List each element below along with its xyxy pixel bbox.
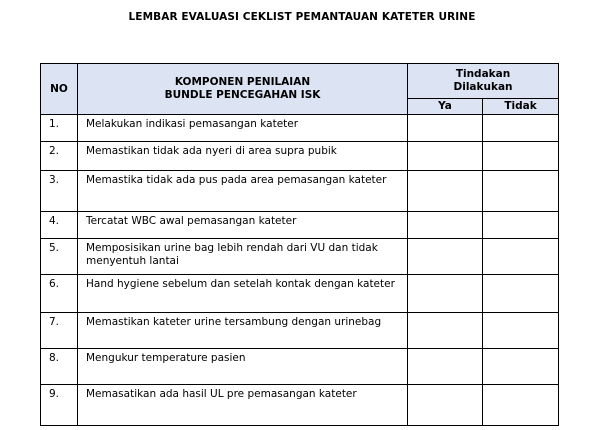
ya-checkbox-cell[interactable] [408, 115, 483, 142]
ya-checkbox-cell[interactable] [408, 171, 483, 212]
tidak-checkbox-cell[interactable] [483, 212, 559, 239]
row-item: Mengukur temperature pasien [78, 349, 408, 385]
tidak-checkbox-cell[interactable] [483, 239, 559, 275]
ya-checkbox-cell[interactable] [408, 212, 483, 239]
row-number: 7. [41, 313, 78, 349]
table-row [41, 115, 559, 142]
tidak-checkbox-cell[interactable] [483, 349, 559, 385]
table-row [41, 142, 559, 171]
table-row [41, 212, 559, 239]
row-number: 8. [41, 349, 78, 385]
evaluation-checklist-table [40, 63, 559, 426]
table-row [41, 275, 559, 313]
row-item: Tercatat WBC awal pemasangan kateter [78, 212, 408, 239]
tidak-checkbox-cell[interactable] [483, 313, 559, 349]
row-number: 9. [41, 385, 78, 426]
table-header-row [41, 64, 559, 99]
document-title: LEMBAR EVALUASI CEKLIST PEMANTAUAN KATETER URINE [128, 11, 476, 23]
header-ya: Ya [408, 99, 483, 115]
row-item: Memasatikan ada hasil UL pre pemasangan kateter [78, 385, 408, 426]
header-tidak: Tidak [483, 99, 559, 115]
ya-checkbox-cell[interactable] [408, 385, 483, 426]
ya-checkbox-cell[interactable] [408, 313, 483, 349]
header-tindakan [408, 64, 559, 99]
row-number: 4. [41, 212, 78, 239]
row-item: Memastika tidak ada pus pada area pemasangan kateter [78, 171, 408, 212]
header-no: NO [41, 64, 78, 115]
ya-checkbox-cell[interactable] [408, 142, 483, 171]
table-row [41, 239, 559, 275]
header-tindakan-line1: Tindakan [455, 68, 511, 80]
table-row [41, 171, 559, 212]
row-item: Memastikan kateter urine tersambung dengan urinebag [78, 313, 408, 349]
row-item: Memastikan tidak ada nyeri di area supra pubik [78, 142, 408, 171]
ya-checkbox-cell[interactable] [408, 239, 483, 275]
row-number: 5. [41, 239, 78, 275]
tidak-checkbox-cell[interactable] [483, 385, 559, 426]
header-tindakan-line2: Dilakukan [453, 81, 513, 93]
row-number: 3. [41, 171, 78, 212]
row-item: Memposisikan urine bag lebih rendah dari VU dan tidak menyentuh lantai [78, 239, 408, 275]
tidak-checkbox-cell[interactable] [483, 275, 559, 313]
table-row [41, 313, 559, 349]
table-row [41, 385, 559, 426]
table-row [41, 349, 559, 385]
row-number: 6. [41, 275, 78, 313]
tidak-checkbox-cell[interactable] [483, 142, 559, 171]
ya-checkbox-cell[interactable] [408, 275, 483, 313]
row-number: 2. [41, 142, 78, 171]
tidak-checkbox-cell[interactable] [483, 171, 559, 212]
header-komponen-line2: BUNDLE PENCEGAHAN ISK [164, 89, 321, 101]
row-item: Hand hygiene sebelum dan setelah kontak dengan kateter [78, 275, 408, 313]
header-komponen [78, 64, 408, 115]
tidak-checkbox-cell[interactable] [483, 115, 559, 142]
row-item: Melakukan indikasi pemasangan kateter [78, 115, 408, 142]
row-number: 1. [41, 115, 78, 142]
header-komponen-line1: KOMPONEN PENILAIAN [174, 76, 311, 88]
ya-checkbox-cell[interactable] [408, 349, 483, 385]
